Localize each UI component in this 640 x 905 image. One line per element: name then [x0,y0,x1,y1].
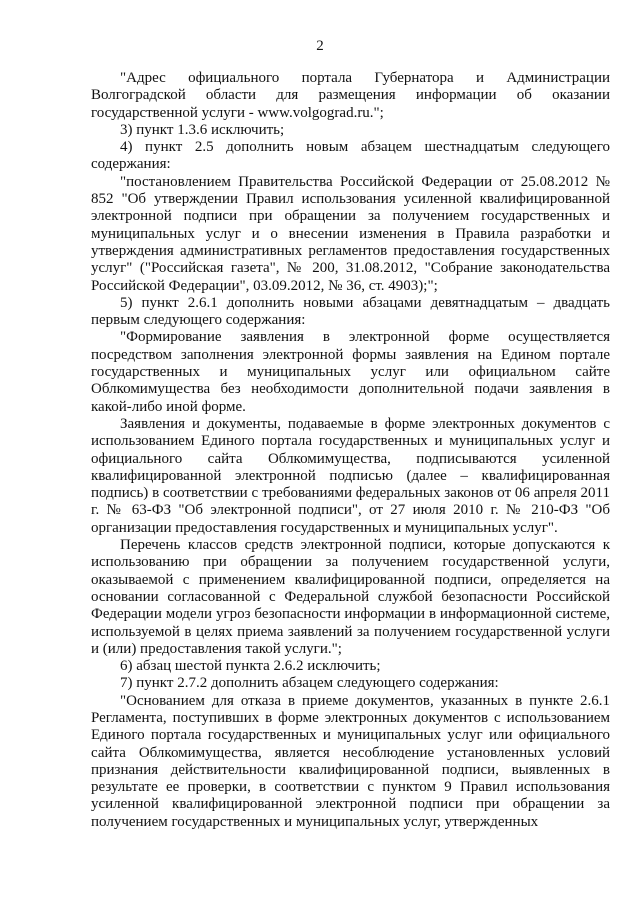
paragraph-signature-requirement: Заявления и документы, подаваемые в форме электронных документов с использованием Единого портала государственных и муниципальных услуг и официального сайта Облкомимущества, подписываются усиленной квалифицированной электронной подписью (далее – квалифицированная подпись) в соответствии с требованиями федеральных законов от 06 апреля 2011 г. № 63-ФЗ "Об электронной подписи", от 27 июля 2010 г. № 210-ФЗ "Об организации предоставления государственных и муниципальных услуг". [91,415,610,536]
paragraph-item-4: 4) пункт 2.5 дополнить новым абзацем шестнадцатым следующего содержания: [91,139,610,173]
paragraph-signature-classes: Перечень классов средств электронной подписи, которые допускаются к использованию при обращении за получением государственной услуги, оказываемой с применением квалифицированной подписи, определяется на основании согласованной с Федеральной службой безопасности Российской Федерации модели угроз безопасности информации в информационной системе, используемой в целях приема заявлений за получением государственной услуги и (или) предоставления такой услуги."; [91,537,610,657]
paragraph-refusal-grounds: "Основанием для отказа в приеме документов, указанных в пункте 2.6.1 Регламента, поступивших в форме электронных документов с использованием Единого портала государственных и муниципальных услуг или официального сайта Облкомимущества, является несоблюдение установленных условий признания действительности квалифицированной подписи, выявленных в результате ее проверки, в соответствии с пунктом 9 Правил использования усиленной квалифицированной электронной подписи при обращении за получением государственных и муниципальных услуг, утвержденных [91,692,610,830]
document-body [91,70,610,831]
paragraph-item-3: 3) пункт 1.3.6 исключить; [120,121,285,138]
paragraph-item-6: 6) абзац шестой пункта 2.6.2 исключить; [120,658,381,675]
paragraph-electronic-form: "Формирование заявления в электронной форме осуществляется посредством заполнения электронной формы заявления на Едином портале государственных и муниципальных услуг или официальном сайте Облкомимущества без необходимости дополнительной подачи заявления в какой-либо иной форме. [91,329,610,415]
paragraph-item-5: 5) пункт 2.6.1 дополнить новыми абзацами девятнадцатым – двадцать первым следующего содержания: [91,294,610,329]
paragraph-item-7: 7) пункт 2.7.2 дополнить абзацем следующего содержания: [120,675,499,692]
paragraph-portal-address: "Адрес официального портала Губернатора и Администрации Волгоградской области для размещения информации об оказании государственной услуги - www.volgograd.ru."; [91,70,610,121]
paragraph-resolution-852: "постановлением Правительства Российской Федерации от 25.08.2012 № 852 "Об утверждении Правил использования усиленной квалифицированной электронной подписи при обращении за получением государственных и муниципальных услуг и о внесении изменения в Правила разработки и утверждения административных регламентов предоставления государственных услуг" ("Российская газета", № 200, 31.08.2012, "Собрание законодательства Российской Федерации", 03.09.2012, № 36, ст. 4903);"; [91,173,610,294]
page-number: 2 [316,38,324,54]
